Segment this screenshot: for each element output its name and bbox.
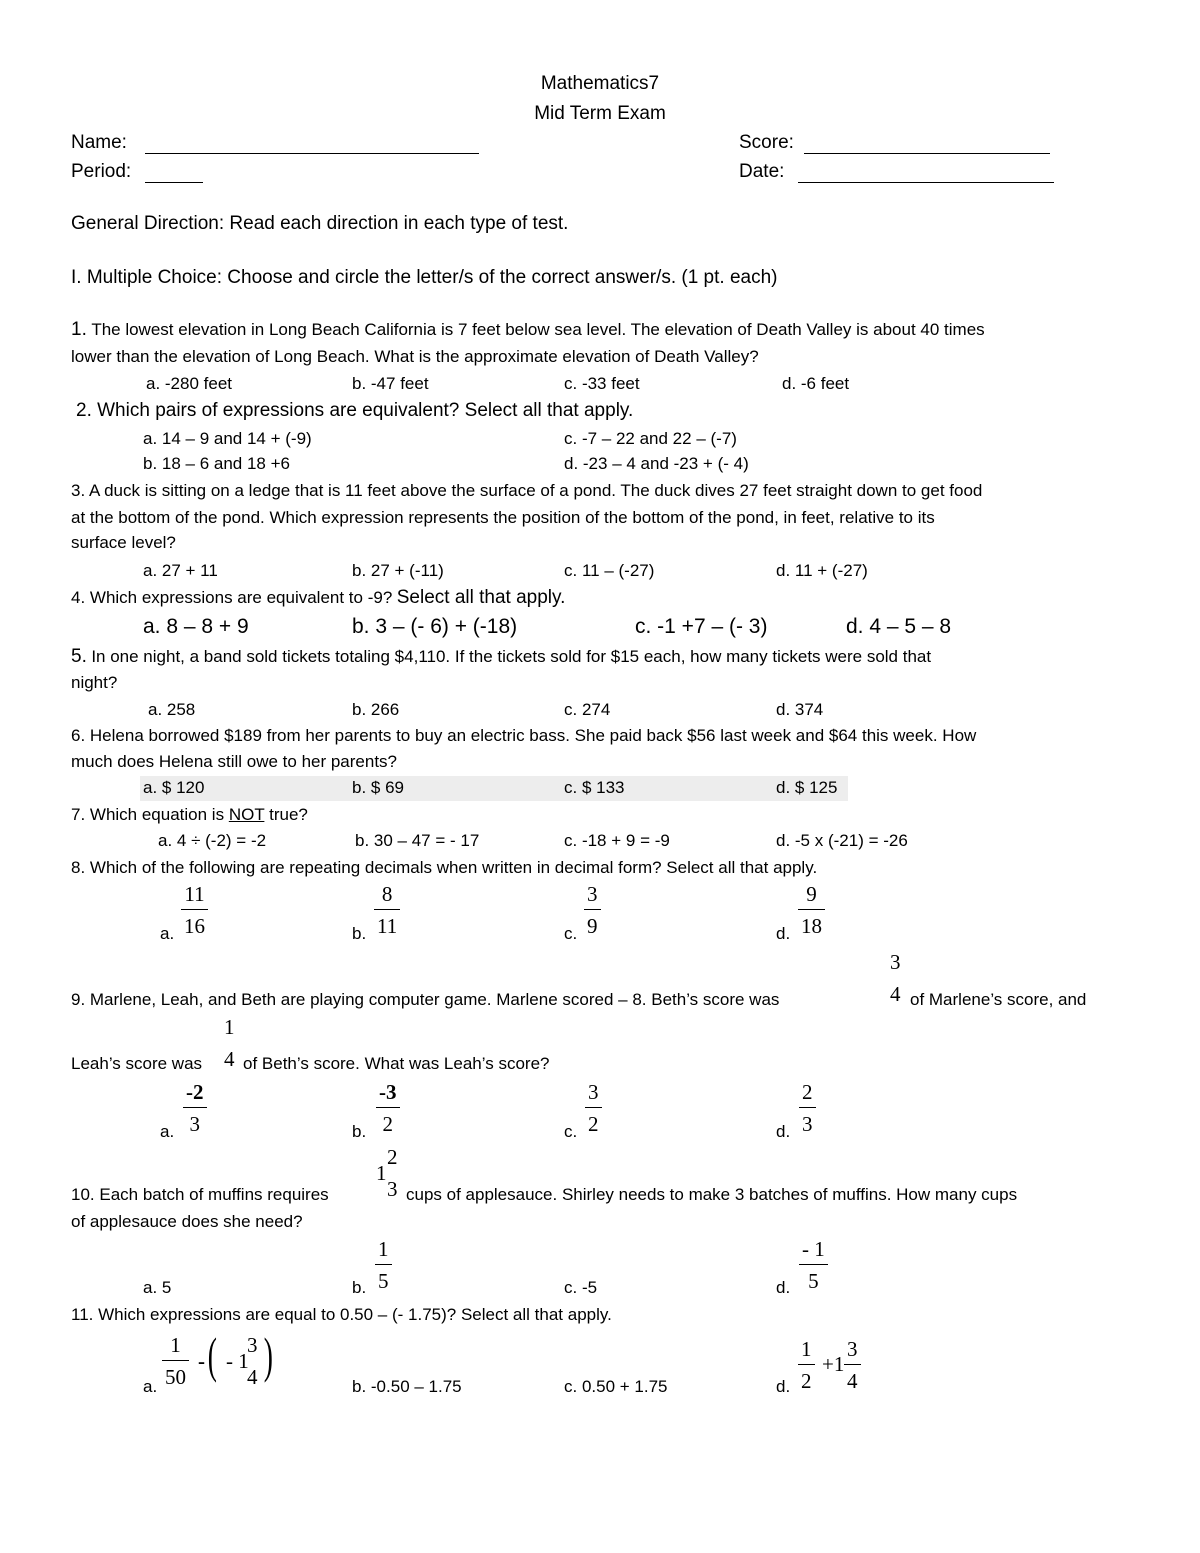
fraction-bar — [375, 1264, 392, 1265]
fraction-bar — [798, 909, 825, 910]
choice-a[interactable]: a. — [143, 1377, 158, 1396]
choice-b[interactable]: b. 18 – 6 and 18 +6 — [143, 454, 290, 473]
choice-a[interactable]: a. 5 — [143, 1278, 172, 1297]
denominator: 5 — [378, 1269, 389, 1293]
choice-c[interactable]: c. -7 – 22 and 22 – (-7) — [564, 429, 737, 448]
fraction-bar — [844, 1364, 861, 1365]
choice-c[interactable]: c. $ 133 — [564, 778, 625, 797]
fraction-c — [585, 1082, 602, 1135]
choice-b[interactable]: b. -47 feet — [352, 374, 429, 393]
numerator: 3 — [247, 1333, 258, 1357]
question-8: 8. Which of the following are repeating decimals when written in decimal form? Select all that apply. — [71, 858, 818, 877]
numerator: 3 — [890, 950, 901, 974]
mixed-whole: 1 — [376, 1161, 387, 1185]
choice-b[interactable]: b. — [352, 1278, 367, 1297]
denominator: 3 — [802, 1112, 813, 1136]
question-text: much does Helena still owe to her parents? — [71, 752, 398, 771]
numerator: 11 — [184, 882, 205, 906]
denominator: 18 — [801, 914, 822, 938]
choice-d[interactable]: d. — [776, 1377, 791, 1396]
choice-d[interactable]: d. -23 – 4 and -23 + (- 4) — [564, 454, 749, 473]
numerator: 1 — [801, 1337, 812, 1361]
denominator: 2 — [801, 1369, 812, 1393]
choice-d[interactable]: d. $ 125 — [776, 778, 838, 797]
choice-a[interactable]: a. 4 ÷ (-2) = -2 — [158, 831, 267, 850]
choice-b[interactable]: b. 27 + (-11) — [352, 561, 444, 580]
score-field[interactable] — [804, 153, 1050, 154]
fraction-bar — [376, 1107, 400, 1108]
numerator: -2 — [186, 1080, 204, 1104]
period-label: Period: — [71, 161, 132, 182]
name-label: Name: — [71, 132, 127, 153]
question-7 — [71, 805, 308, 825]
choice-d[interactable]: d. — [776, 1278, 791, 1297]
denominator: 16 — [184, 914, 205, 938]
question-text: surface level? — [71, 533, 176, 552]
inner-term: - 1 — [226, 1349, 249, 1373]
question-10: 10. Each batch of muffins requires — [71, 1185, 329, 1204]
choice-d[interactable]: d. — [776, 1122, 791, 1141]
choice-b[interactable]: b. -0.50 – 1.75 — [352, 1377, 462, 1396]
choice-a[interactable]: a. 27 + 11 — [143, 561, 218, 580]
question-4 — [71, 587, 565, 609]
choice-a[interactable]: a. — [160, 924, 175, 943]
general-direction: General Direction: Read each direction in each type of test. — [71, 213, 569, 234]
choice-c[interactable]: c. — [564, 1122, 578, 1141]
choice-c[interactable]: c. 11 – (-27) — [564, 561, 655, 580]
question-3: 3. A duck is sitting on a ledge that is 11 feet above the surface of a pond. The duck dives 27 feet straight down to get food — [71, 481, 983, 500]
fraction-bar — [374, 909, 400, 910]
numerator: 8 — [381, 882, 393, 906]
name-field[interactable] — [145, 153, 479, 154]
left-paren: ( — [207, 1327, 217, 1383]
fraction-a-second — [244, 1335, 261, 1388]
denominator: 50 — [165, 1365, 186, 1389]
exam-title: Mid Term Exam — [534, 103, 666, 124]
plus-one: +1 — [822, 1352, 845, 1376]
question-text: lower than the elevation of Long Beach. What is the approximate elevation of Death Valley? — [71, 347, 759, 366]
choice-b[interactable]: b. — [352, 924, 367, 943]
fraction-bar — [798, 1364, 815, 1365]
period-field[interactable] — [145, 182, 203, 183]
fraction-bar — [799, 1107, 816, 1108]
choice-d[interactable]: d. -5 x (-21) = -26 — [776, 831, 908, 850]
section-heading: I. Multiple Choice: Choose and circle the letter/s of the correct answer/s. (1 pt. each) — [71, 267, 778, 288]
question-text: night? — [71, 673, 118, 692]
denominator: 2 — [382, 1112, 393, 1136]
question-2: 2. Which pairs of expressions are equivalent? Select all that apply. — [76, 400, 634, 421]
fraction-a — [183, 1082, 207, 1135]
choice-b[interactable]: b. $ 69 — [352, 778, 404, 797]
choice-d[interactable]: d. 11 + (-27) — [776, 561, 868, 580]
numerator: 1 — [224, 1015, 235, 1039]
numerator: - 1 — [802, 1237, 825, 1261]
numerator: 9 — [806, 882, 817, 906]
choice-c[interactable]: c. -1 +7 – (- 3) — [635, 615, 768, 638]
denominator: 11 — [377, 914, 398, 938]
fraction-one-quarter — [221, 1017, 238, 1070]
question-text: 7. Which equation is — [71, 805, 229, 824]
fraction-a-first — [162, 1335, 189, 1388]
question-text: true? — [264, 805, 308, 824]
question-number: 5. — [71, 646, 87, 667]
fraction-bar — [221, 1042, 238, 1043]
score-label: Score: — [739, 132, 794, 153]
fraction-bar — [384, 1172, 401, 1173]
fraction-bar — [887, 977, 904, 978]
denominator: 4 — [224, 1047, 235, 1071]
denominator: 3 — [387, 1177, 398, 1201]
question-6: 6. Helena borrowed $189 from her parents to buy an electric bass. She paid back $56 last week and $64 this week. How — [71, 726, 977, 745]
denominator: 4 — [890, 982, 901, 1006]
question-text: of Beth’s score. What was Leah’s score? — [243, 1054, 550, 1073]
fraction-bar — [244, 1360, 261, 1361]
choice-d[interactable]: d. 374 — [776, 700, 824, 719]
fraction-d-second — [844, 1339, 861, 1392]
fraction-c — [584, 884, 601, 937]
choice-c[interactable]: c. -5 — [564, 1278, 598, 1297]
numerator: -3 — [379, 1080, 397, 1104]
choice-c[interactable]: c. -18 + 9 = -9 — [564, 831, 670, 850]
question-11: 11. Which expressions are equal to 0.50 – (- 1.75)? Select all that apply. — [71, 1305, 612, 1324]
fraction-d — [799, 1239, 828, 1292]
question-text: at the bottom of the pond. Which expression represents the position of the bottom of the pond, in feet, relative to its — [71, 508, 935, 527]
fraction-bar — [585, 1107, 602, 1108]
fraction-b — [374, 884, 400, 937]
denominator: 4 — [247, 1365, 258, 1389]
course-title: Mathematics7 — [540, 73, 660, 94]
fraction-bar — [183, 1107, 207, 1108]
fraction-bar — [162, 1360, 189, 1361]
question-text: Leah’s score was — [71, 1054, 203, 1073]
choice-b[interactable]: b. 3 – (- 6) + (-18) — [352, 615, 518, 638]
fraction-d-first — [798, 1339, 815, 1392]
numerator: 3 — [588, 1080, 599, 1104]
right-paren: ) — [263, 1327, 273, 1383]
choice-b[interactable]: b. 30 – 47 = - 17 — [355, 831, 480, 850]
denominator: 5 — [808, 1269, 819, 1293]
fraction-d — [799, 1082, 816, 1135]
fraction-b — [376, 1082, 400, 1135]
choice-a[interactable]: a. 8 – 8 + 9 — [143, 615, 249, 638]
fraction-a — [181, 884, 208, 937]
mixed-fraction — [384, 1147, 401, 1200]
denominator: 9 — [587, 914, 598, 938]
denominator: 2 — [588, 1112, 599, 1136]
date-label: Date: — [739, 161, 785, 182]
choice-a[interactable]: a. $ 120 — [143, 778, 205, 797]
choice-c[interactable]: c. 0.50 + 1.75 — [564, 1377, 668, 1396]
denominator: 3 — [189, 1112, 200, 1136]
emphasis-not: NOT — [228, 805, 265, 824]
fraction-bar — [181, 909, 208, 910]
choice-a[interactable]: a. 258 — [148, 700, 196, 719]
question-text: cups of applesauce. Shirley needs to make 3 batches of muffins. How many cups — [406, 1185, 1018, 1204]
choice-a[interactable]: a. — [160, 1122, 175, 1141]
question-text: 4. Which expressions are equivalent to -9? — [71, 588, 393, 607]
question-text: In one night, a band sold tickets totaling $4,110. If the tickets sold for $15 each, how many tickets were sold that — [91, 647, 932, 666]
denominator: 4 — [847, 1369, 858, 1393]
choice-a[interactable]: a. 14 – 9 and 14 + (-9) — [143, 429, 312, 448]
choice-a[interactable]: a. -280 feet — [146, 374, 233, 393]
question-1 — [71, 319, 985, 341]
choice-c[interactable]: c. -33 feet — [564, 374, 640, 393]
numerator: 3 — [847, 1337, 858, 1361]
choice-d[interactable]: d. -6 feet — [782, 374, 850, 393]
question-9: 9. Marlene, Leah, and Beth are playing computer game. Marlene scored – 8. Beth’s score was — [71, 990, 780, 1009]
numerator: 2 — [387, 1145, 398, 1169]
fraction-d — [798, 884, 825, 937]
fraction-b — [375, 1239, 392, 1292]
choice-d[interactable]: d. 4 – 5 – 8 — [846, 615, 952, 638]
minus-sign: - — [198, 1349, 205, 1373]
question-5 — [71, 646, 931, 668]
choice-c[interactable]: c. — [564, 924, 578, 943]
choice-b[interactable]: b. — [352, 1122, 367, 1141]
numerator: 2 — [802, 1080, 813, 1104]
question-text: The lowest elevation in Long Beach California is 7 feet below sea level. The elevation of Death Valley is about 40 times — [91, 320, 985, 339]
fraction-bar — [584, 909, 601, 910]
question-text: of applesauce does she need? — [71, 1212, 303, 1231]
fraction-three-quarters — [887, 952, 904, 1005]
answer-row-highlight — [140, 776, 848, 801]
numerator: 1 — [170, 1333, 181, 1357]
question-number: 1. — [71, 319, 87, 340]
choice-c[interactable]: c. 274 — [564, 700, 611, 719]
numerator: 3 — [587, 882, 598, 906]
numerator: 1 — [378, 1237, 389, 1261]
question-text: of Marlene’s score, and — [910, 990, 1087, 1009]
choice-b[interactable]: b. 266 — [352, 700, 400, 719]
question-text: Select all that apply. — [396, 587, 566, 608]
fraction-bar — [799, 1264, 828, 1265]
choice-d[interactable]: d. — [776, 924, 791, 943]
date-field[interactable] — [798, 182, 1054, 183]
